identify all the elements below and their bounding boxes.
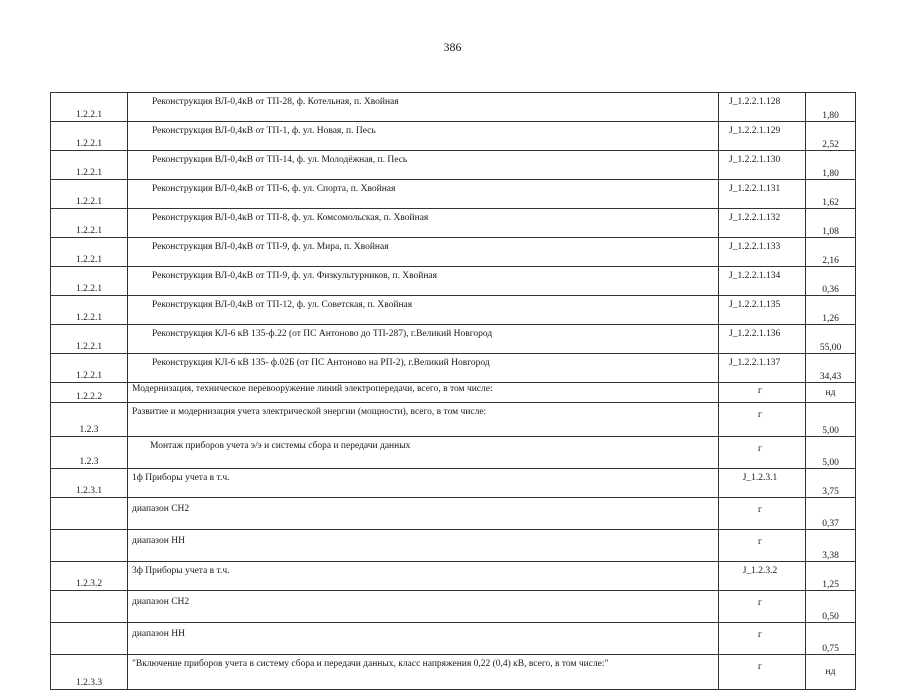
row-code [51,591,128,623]
table-row [51,437,856,469]
row-name: Реконструкция ВЛ-0,4кВ от ТП-14, ф. ул. Молодёжная, п. Песь [128,151,719,180]
row-value: 0,36 [806,267,856,296]
row-code: 1.2.3.1 [51,469,128,498]
row-name: диапазон НН [128,623,719,655]
row-value: 55,00 [806,325,856,354]
table-row [51,591,856,623]
row-name: Реконструкция ВЛ-0,4кВ от ТП-1, ф. ул. Новая, п. Песь [128,122,719,151]
row-name: Реконструкция ВЛ-0,4кВ от ТП-9, ф. ул. Физкультурников, п. Хвойная [128,267,719,296]
table-row [51,180,856,209]
row-id: J_1.2.2.1.128 [719,93,806,122]
table-row [51,403,856,437]
data-table [50,92,856,690]
row-name: Развитие и модернизация учета электрической энергии (мощности), всего, в том числе: [128,403,719,437]
row-name: Модернизация, техническое перевооружение линий электропередачи, всего, в том числе: [128,383,719,403]
row-id: г [719,591,806,623]
table-row [51,498,856,530]
table-row [51,623,856,655]
table-row [51,562,856,591]
table-row [51,122,856,151]
row-value: 0,75 [806,623,856,655]
table-row [51,296,856,325]
row-id: J_1.2.2.1.133 [719,238,806,267]
row-value: 1,26 [806,296,856,325]
row-code: 1.2.2.1 [51,122,128,151]
row-code: 1.2.2.1 [51,180,128,209]
row-value: 1,80 [806,93,856,122]
row-code: 1.2.3.3 [51,655,128,690]
table-row [51,325,856,354]
row-code: 1.2.3 [51,437,128,469]
row-name: Реконструкция ВЛ-0,4кВ от ТП-28, ф. Котельная, п. Хвойная [128,93,719,122]
row-name: Реконструкция ВЛ-0,4кВ от ТП-12, ф. ул. Советская, п. Хвойная [128,296,719,325]
row-id: J_1.2.2.1.132 [719,209,806,238]
row-value: 1,62 [806,180,856,209]
row-id: г [719,437,806,469]
row-id: г [719,498,806,530]
row-name: Реконструкция КЛ-6 кВ 135- ф.02Б (от ПС Антоново на РП-2), г.Великий Новгород [128,354,719,383]
row-id: J_1.2.2.1.129 [719,122,806,151]
row-id: J_1.2.2.1.137 [719,354,806,383]
row-value: 5,00 [806,403,856,437]
row-code: 1.2.3.2 [51,562,128,591]
table-row [51,209,856,238]
table-row [51,238,856,267]
row-id: J_1.2.2.1.131 [719,180,806,209]
row-name: Реконструкция ВЛ-0,4кВ от ТП-6, ф. ул. Спорта, п. Хвойная [128,180,719,209]
row-value: 3,38 [806,530,856,562]
row-name: диапазон СН2 [128,498,719,530]
row-value: 1,25 [806,562,856,591]
row-name: Реконструкция КЛ-6 кВ 135-ф.22 (от ПС Антоново до ТП-287), г.Великий Новгород [128,325,719,354]
row-code [51,498,128,530]
row-value: 1,80 [806,151,856,180]
row-id: J_1.2.2.1.134 [719,267,806,296]
page-number: 386 [443,40,462,54]
row-id: J_1.2.3.1 [719,469,806,498]
row-id: J_1.2.2.1.130 [719,151,806,180]
row-id: г [719,655,806,690]
table-row [51,93,856,122]
row-value: 2,52 [806,122,856,151]
row-name: Монтаж приборов учета э/э и системы сбора и передачи данных [128,437,719,469]
table-row [51,469,856,498]
row-value: нд [806,383,856,403]
row-name: Реконструкция ВЛ-0,4кВ от ТП-8, ф. ул. Комсомольская, п. Хвойная [128,209,719,238]
row-name: диапазон СН2 [128,591,719,623]
row-code: 1.2.2.1 [51,93,128,122]
row-name: диапазон НН [128,530,719,562]
row-id: г [719,383,806,403]
row-name: "Включение приборов учета в систему сбора и передачи данных, класс напряжения 0,22 (0,4) кВ, всего, в том числе:" [128,655,719,690]
row-id: J_1.2.2.1.136 [719,325,806,354]
row-code [51,530,128,562]
row-id: J_1.2.3.2 [719,562,806,591]
table-row [51,267,856,296]
row-id: г [719,530,806,562]
table-row [51,383,856,403]
row-code: 1.2.2.1 [51,325,128,354]
row-code: 1.2.2.2 [51,383,128,403]
row-value: 34,43 [806,354,856,383]
table-row [51,530,856,562]
row-id: J_1.2.2.1.135 [719,296,806,325]
row-code: 1.2.2.1 [51,238,128,267]
row-code: 1.2.2.1 [51,354,128,383]
table-row [51,655,856,690]
row-id: г [719,623,806,655]
table-row [51,151,856,180]
row-name: 1ф Приборы учета в т.ч. [128,469,719,498]
row-name: 3ф Приборы учета в т.ч. [128,562,719,591]
row-code: 1.2.2.1 [51,151,128,180]
row-value: нд [806,655,856,690]
row-id: г [719,403,806,437]
row-value: 0,37 [806,498,856,530]
row-name: Реконструкция ВЛ-0,4кВ от ТП-9, ф. ул. Мира, п. Хвойная [128,238,719,267]
row-code [51,623,128,655]
row-value: 5,00 [806,437,856,469]
row-value: 2,16 [806,238,856,267]
row-code: 1.2.2.1 [51,267,128,296]
row-value: 1,08 [806,209,856,238]
row-code: 1.2.3 [51,403,128,437]
row-value: 0,50 [806,591,856,623]
table-row [51,354,856,383]
row-value: 3,75 [806,469,856,498]
row-code: 1.2.2.1 [51,296,128,325]
row-code: 1.2.2.1 [51,209,128,238]
